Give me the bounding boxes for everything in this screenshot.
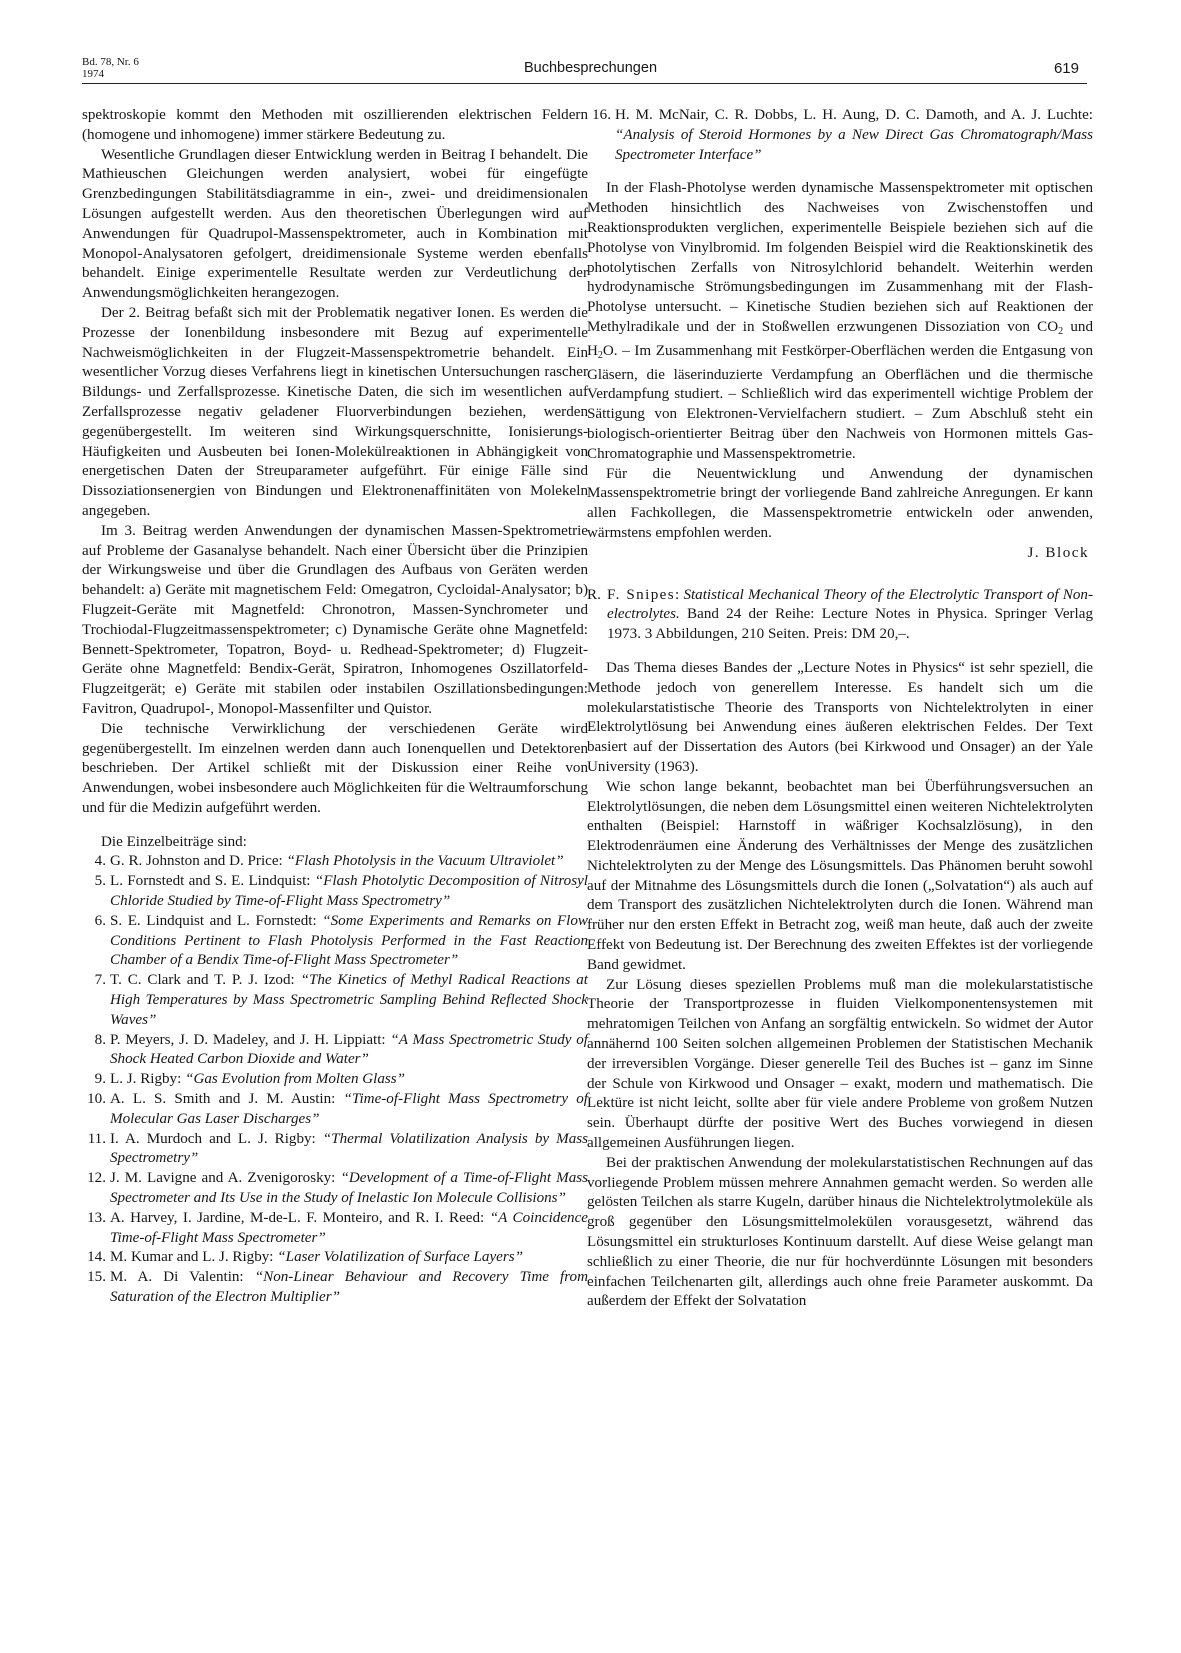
paragraph: Bei der praktischen Anwendung der molekularstatistischen Rechnungen auf das vorliegende Problem müssen mehrere Annahmen gemacht werden. So werden alle gelösten Teilchen als starre Kugeln, darüber hinaus die Nichtelektrolytmoleküle als groß gegenüber den Lösungsmittelmolekülen vorausgesetzt, während das Lösungsmittel ein strukturloses Kontinuum darstellt. Auf diese Weise gelangt man schließlich zu einer Theorie, die nur für hochverdünnte Lösungen mit besonders einfachen Teilchenarten gilt, allerdings auch ohne freie Parameter auskommt. Da außerdem der Effekt der Solvatation	[587, 1154, 1093, 1310]
reference-title: “Development of a Time-of-Flight Mass Spectrometer and Its Use in the Study of Inelastic Ion Molecule Collisions”	[110, 1170, 588, 1207]
reference-item	[82, 1248, 588, 1268]
paragraph: Wie schon lange bekannt, beobachtet man bei Überführungsversuchen an Elektrolytlösungen, die neben dem Lösungsmittel einen weiteren Nichtelektrolyten enthalten (Beispiel: Harnstoff in wäßriger Kochsalzlösung), in den Elektrodenräumen eine Änderung des Verhältnisses der Menge des zusätzlichen Nichtelektrolyten zu der Menge des Lösungsmittels. Das Phänomen beruht sowohl auf der Mitnahme des Lösungsmittels durch die Ionen („Solvatation“) als auch auf dem Transport des zusätzlichen Nichtelektrolyten durch die Ionen. Während man früher nur den ersten Effekt in Betracht zog, weiß man heute, daß auch der zweite Effekt von Bedeutung ist. Der Berechnung des zweiten Effektes ist der vorliegende Band gewidmet.	[587, 778, 1093, 973]
reference-number: 13.	[87, 1209, 106, 1226]
reference-number: 12.	[87, 1170, 106, 1187]
subscript: 2	[597, 349, 603, 361]
reference-item	[82, 1031, 588, 1071]
reference-number: 4.	[94, 853, 106, 870]
reference-number: 16.	[592, 107, 611, 123]
reference-item	[82, 971, 588, 1030]
reference-number: 14.	[87, 1249, 106, 1266]
paragraph: Zur Lösung dieses speziellen Problems muß man die molekularstatistische Theorie der Transportprozesse in fluiden Vielkomponentensystemen mit mehratomigen Teilchen von Anfang an sorgfältig entwickeln. So widmet der Autor annähernd 100 Seiten solchen allgemeinen Problemen der Statistischen Mechanik der irreversiblen Vorgänge. Dieser generelle Teil des Buches ist – ganz im Sinne der Schule von Kirkwood und Onsager – exakt, modern und mathematisch. Die Lektüre ist nicht leicht, sollte aber für viele andere Probleme von großem Nutzen sein. Überhaupt dürfte der positive Wert des Buches vorwiegend in diesen allgemeinen Ausführungen liegen.	[587, 976, 1093, 1152]
references-list-continued	[587, 106, 1093, 165]
reference-item	[82, 1209, 588, 1249]
left-column	[82, 106, 588, 1308]
reference-number: 10.	[87, 1091, 106, 1108]
reference-title: “Laser Volatilization of Surface Layers”	[277, 1249, 523, 1266]
text-run: und H	[587, 318, 1093, 359]
reference-title: “Flash Photolytic Decomposition of Nitrosyl Chloride Studied by Time-of-Flight Mass Spectrometry”	[110, 873, 588, 910]
reference-item	[82, 1070, 588, 1090]
reference-item	[82, 872, 588, 912]
reference-number: 15.	[87, 1269, 106, 1286]
reviewer-signature: J. Block	[1027, 544, 1089, 561]
separator: :	[675, 586, 684, 603]
review-header	[587, 586, 1093, 645]
volume-number: Bd. 78, Nr. 6	[82, 56, 139, 68]
reference-authors: A. L. S. Smith and J. M. Austin:	[110, 1091, 344, 1108]
reference-title: “Flash Photolysis in the Vacuum Ultraviolet”	[286, 853, 564, 870]
reference-number: 7.	[94, 972, 106, 989]
references-intro: Die Einzelbeiträge sind:	[101, 833, 247, 850]
reference-item	[82, 852, 588, 872]
reference-item	[587, 106, 1093, 165]
reference-number: 9.	[94, 1071, 106, 1088]
author-name: F. Snipes	[607, 586, 676, 603]
reference-title: “A Mass Spectrometric Study of Shock Heated Carbon Dioxide and Water”	[110, 1031, 588, 1068]
paragraph: Im 3. Beitrag werden Anwendungen der dynamischen Massen-Spektrometrie auf Probleme der Gasanalyse behandelt. Nach einer Übersicht über die Prinzipien der Wirkungsweise und über die Grundlagen des Aufbaus von Geräten werden behandelt: a) Geräte mit magnetischem Feld: Omegatron, Cycloidal-Analysator; b) Flugzeit-Geräte mit Magnetfeld: Chronotron, Massen-Synchrometer und Trochiodal-Flugzeitmassenspektrometer; c) Dynamische Geräte ohne Magnetfeld: Bennett-Spektrometer, Topatron, Boyd- u. Redhead-Spektrometer; d) Flugzeit-Geräte ohne Magnetfeld: Bendix-Gerät, Spiratron, Inhomogenes Oszillatorfeld-Flugzeitgerät; e) Geräte mit stabilen oder instabilen Oszillationsbedingungen: Favitron, Quadrupol-, Monopol-Massenfilter und Quistor.	[82, 522, 588, 717]
paragraph: Die technische Verwirklichung der verschiedenen Geräte wird gegenübergestellt. Im einzelnen werden dann auch Ionenquellen und Detektoren beschrieben. Der Artikel schließt mit der Diskussion einer Reihe von Anwendungen, wobei insbesondere auch Möglichkeiten für die Weltraumforschung und für die Medizin aufgeführt werden.	[82, 720, 588, 816]
reference-authors: A. Harvey, I. Jardine, M-de-L. F. Monteiro, and R. I. Reed:	[110, 1209, 490, 1226]
book-details: Band 24 der Reihe: Lecture Notes in Physica. Springer Verlag 1973. 3 Abbildungen, 210 Seiten. Preis: DM 20,–.	[607, 606, 1093, 643]
reference-authors: M. Kumar and L. J. Rigby:	[110, 1249, 278, 1266]
book-title: Statistical Mechanical Theory of the Electrolytic Transport of Non-electrolytes.	[607, 586, 1093, 623]
volume-year: 1974	[82, 68, 104, 80]
paragraph: Das Thema dieses Bandes der „Lecture Notes in Physics“ ist sehr speziell, die Methode jedoch von generellem Interesse. Es handelt sich um die molekularstatistische Theorie des Transports von Nichtelektrolyten in einer Elektrolytlösung bei Anwendung eines äußeren elektrischen Feldes. Der Text basiert auf der Dissertation des Autors (bei Kirkwood und Onsager) an der Yale University (1963).	[587, 659, 1093, 775]
reference-title: “A Coincidence Time-of-Flight Mass Spectrometer”	[110, 1209, 588, 1246]
author-initial: R.	[587, 586, 601, 603]
reference-title: “Gas Evolution from Molten Glass”	[185, 1071, 406, 1088]
paragraph: Der 2. Beitrag befaßt sich mit der Problematik negativer Ionen. Es werden die Prozesse der Ionenbildung insbesondere mit Bezug auf experimentelle Nachweismöglichkeiten in der Flugzeit-Massenspektrometrie behandelt. Ein wesentlicher Vorzug dieses Verfahrens liegt in kinetischen Untersuchungen rascher Bildungs- und Zerfallsprozesse. Kinetische Daten, die sich im wesentlichen auf Zerfallsprozesse negativ geladener Fluorverbindungen beziehen, werden gegenübergestellt. Im weiteren sind Wirkungsquerschnitte, Ionisierungs-Häufigkeiten und Ausbeuten bei Ionen-Molekülreaktionen in Abhängigkeit von energetischen Daten der Streuparameter aufgeführt. Für einige Fälle sind Dissoziationsenergien von Bindungen und Elektronenaffinitäten von Molekeln angegeben.	[82, 304, 588, 519]
reference-authors: G. R. Johnston and D. Price:	[110, 853, 287, 870]
reference-authors: M. A. Di Valentin:	[110, 1269, 255, 1286]
reference-number: 11.	[87, 1130, 106, 1147]
reference-authors: H. M. McNair, C. R. Dobbs, L. H. Aung, D. C. Damoth, and A. J. Luchte:	[615, 107, 1093, 123]
reference-authors: L. J. Rigby:	[110, 1071, 186, 1088]
header-rule	[82, 83, 1087, 84]
reference-title: “Time-of-Flight Mass Spectrometry of Molecular Gas Laser Discharges”	[110, 1091, 589, 1127]
reference-authors: S. E. Lindquist and L. Fornstedt:	[110, 912, 323, 929]
page-number: 619	[1053, 60, 1079, 77]
running-head-section: Buchbesprechungen	[523, 60, 658, 76]
reference-title: “Analysis of Steroid Hormones by a New Direct Gas Chromatograph/Mass Spectrometer Interface”	[615, 126, 1093, 163]
reference-title: “Thermal Volatilization Analysis by Mass Spectrometry”	[110, 1130, 588, 1167]
paragraph: Wesentliche Grundlagen dieser Entwicklung werden in Beitrag I behandelt. Die Mathieuschen Gleichungen werden analysiert, wobei für eingefügte Grenzbedingungen Stabilitätsdiagramme in ein-, zwei- und dreidimensionalen Lösungen aufgestellt werden. Aus den theoretischen Überlegungen wird auf Anwendungen für Quadrupol-Massenspektrometer, auch in Kombination mit Monopol-Analysatoren gefolgert, dreidimensionale Systeme werden ebenfalls behandelt. Einige experimentelle Resultate werden zur Verdeutlichung der Anwendungsmöglichkeiten herangezogen.	[82, 146, 588, 302]
reference-number: 8.	[94, 1031, 106, 1048]
text-run: In der Flash-Photolyse werden dynamische Massenspektrometer mit optischen Methoden hinsichtlich des Nachweises von Zwischenstoffen und Reaktionsprodukten verglichen, experimentelle Beispiele beziehen sich auf die Photolyse von Vinylbromid. Im folgenden Beispiel wird die Reaktionskinetik des photolytischen Zerfalls von Nitrosylchlorid behandelt. Weiterhin werden hydrodynamische Strömungsbedingungen im Zusammenhang mit der Flash-Photolyse untersucht. – Kinetische Studien beziehen sich auf Reaktionen der Methylradikale und der in Stoßwellen erzwungenen Dissoziation von CO	[587, 180, 1093, 335]
reference-authors: J. M. Lavigne and A. Zvenigorosky:	[110, 1170, 341, 1187]
paragraph: Für die Neuentwicklung und Anwendung der dynamischen Massenspektrometrie bringt der vorliegende Band zahlreiche Anregungen. Er kann allen Fachkollegen, die Massenspektrometrie entwickeln oder anwenden, wärmstens empfohlen werden.	[587, 465, 1093, 541]
reference-authors: P. Meyers, J. D. Madeley, and J. H. Lippiatt:	[110, 1031, 391, 1048]
paragraph	[587, 179, 1093, 464]
reference-item	[82, 1169, 588, 1209]
reference-item	[82, 1090, 588, 1130]
right-column	[587, 106, 1093, 1312]
subscript: 2	[1058, 325, 1064, 337]
reference-title: “The Kinetics of Methyl Radical Reactions at High Temperatures by Mass Spectrometric Sampling Behind Reflected Shock Waves”	[110, 972, 588, 1028]
reference-item	[82, 912, 588, 971]
reference-authors: I. A. Murdoch and L. J. Rigby:	[110, 1130, 323, 1147]
reference-item	[82, 1130, 588, 1170]
reference-number: 5.	[94, 873, 106, 890]
reference-authors: T. C. Clark and T. P. J. Izod:	[110, 972, 301, 989]
reference-title: “Some Experiments and Remarks on Flow Conditions Pertinent to Flash Photolysis Performed in the Fast Reaction Chamber of a Bendix Time-of-Flight Mass Spectrometer”	[110, 912, 588, 969]
reference-item	[82, 1268, 588, 1308]
references-list	[82, 852, 588, 1307]
text-run: O. – Im Zusammenhang mit Festkörper-Oberflächen werden die Entgasung von Gläsern, die läserinduzierte Verdampfung an Oberflächen und die thermische Verdampfung studiert. – Schließlich wird das experimentell wichtige Problem der Sättigung von Elektronen-Vervielfachern studiert. – Zum Abschluß steht ein biologisch-orientierter Beitrag über den Nachweis von Hormonen mittels Gas-Chromatographie und Massenspektrometrie.	[587, 342, 1093, 462]
reference-authors: L. Fornstedt and S. E. Lindquist:	[110, 873, 315, 890]
paragraph: spektroskopie kommt den Methoden mit oszillierenden elektrischen Feldern (homogene und inhomogene) immer stärkere Bedeutung zu.	[82, 107, 588, 143]
reference-title: “Non-Linear Behaviour and Recovery Time from Saturation of the Electron Multiplier”	[110, 1269, 588, 1306]
reference-number: 6.	[94, 912, 106, 929]
